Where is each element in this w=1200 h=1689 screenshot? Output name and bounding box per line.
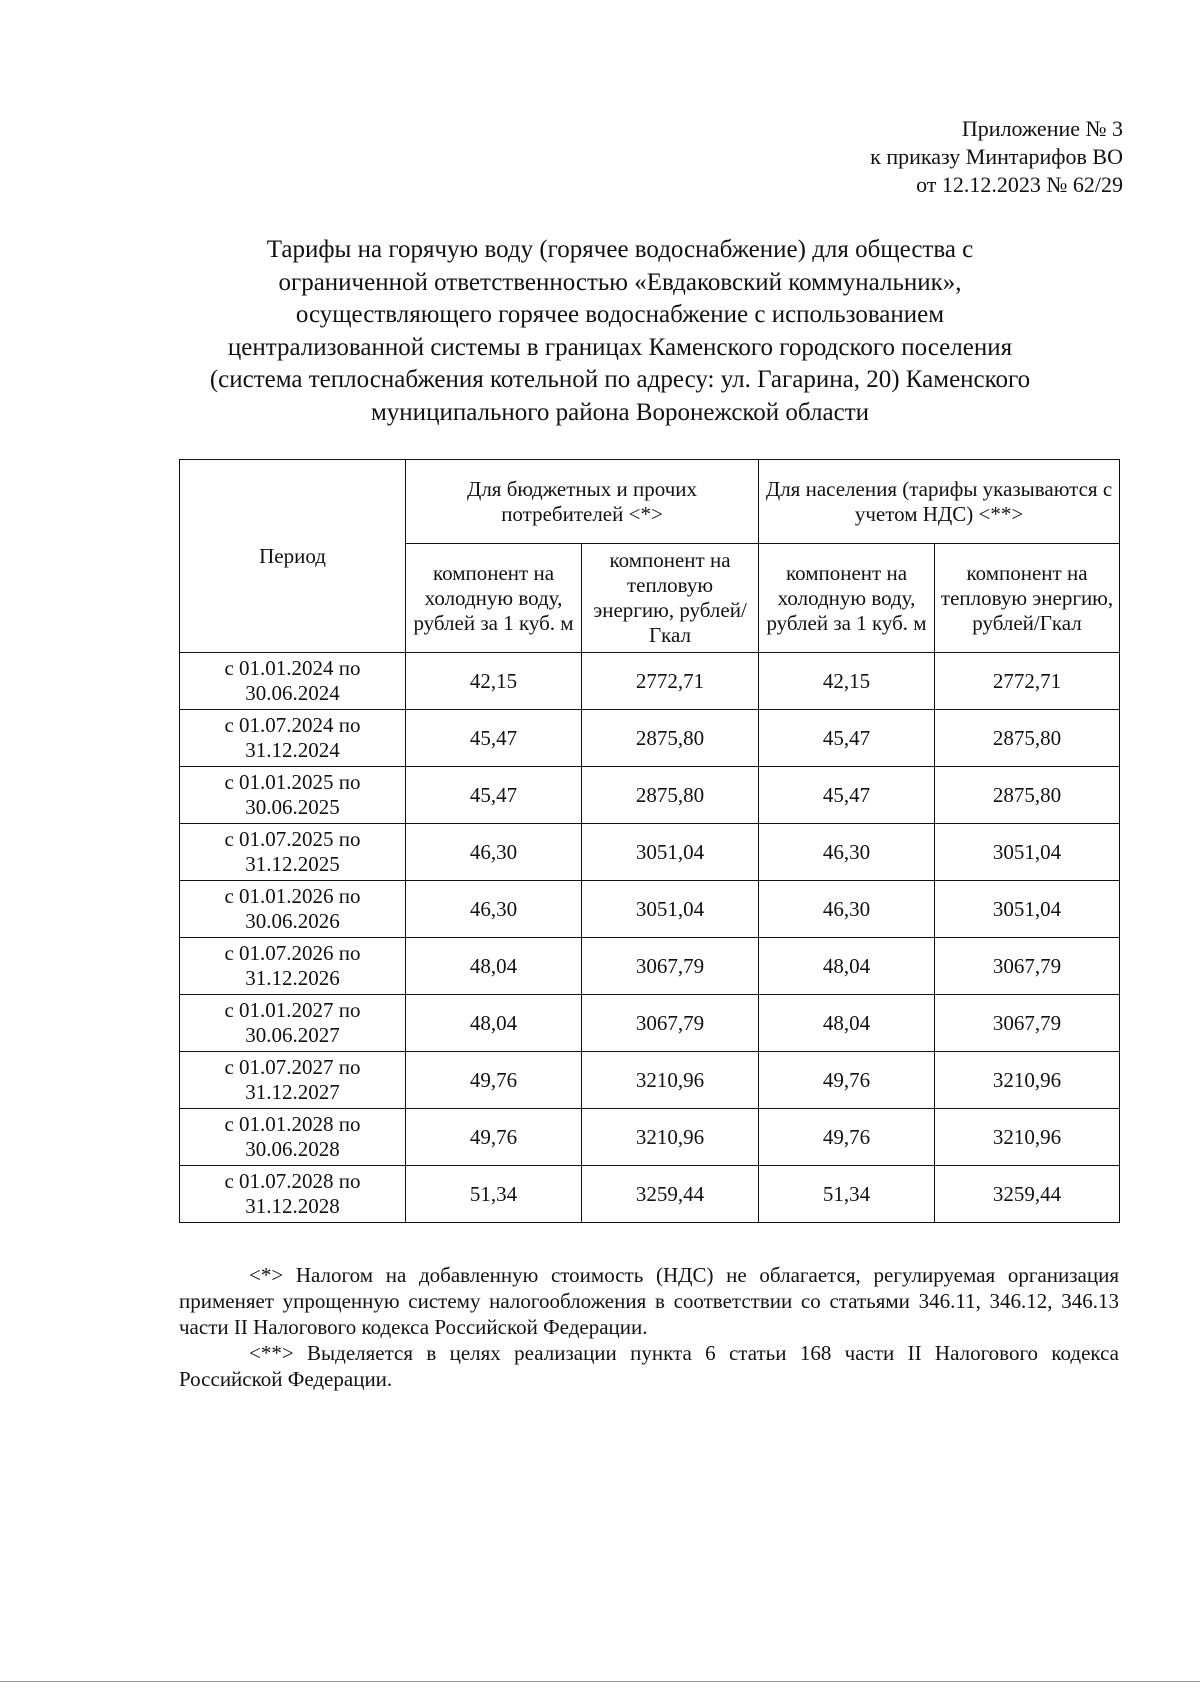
- period-cell: [180, 767, 406, 824]
- title-line: осуществляющего горячее водоснабжение с использованием: [295, 301, 945, 328]
- population-heat-value: 2772,71: [935, 653, 1120, 710]
- period-to: 30.06.2026: [245, 909, 340, 933]
- budget-heat-value: 3259,44: [582, 1166, 759, 1223]
- population-heat-value: 3051,04: [935, 881, 1120, 938]
- title-line: (система теплоснабжения котельной по адресу: ул. Гагарина, 20) Каменского: [209, 366, 1031, 393]
- period-cell: [180, 1166, 406, 1223]
- tariff-table: [179, 459, 1120, 1223]
- period-to: 31.12.2027: [245, 1080, 340, 1104]
- budget-cold-water-header: компонент на холодную воду, рублей за 1 куб. м: [406, 544, 582, 653]
- budget-heat-value: 2772,71: [582, 653, 759, 710]
- period-from: с 01.07.2026 по: [224, 941, 361, 965]
- population-cold-value: 49,76: [759, 1109, 935, 1166]
- population-cold-value: 46,30: [759, 881, 935, 938]
- period-to: 30.06.2025: [245, 795, 340, 819]
- budget-heat-value: 3210,96: [582, 1052, 759, 1109]
- period-cell: [180, 938, 406, 995]
- title-line: ограниченной ответственностью «Евдаковский коммунальник»,: [278, 268, 962, 296]
- table-row: [180, 995, 1120, 1052]
- population-heat-value: 3210,96: [935, 1109, 1120, 1166]
- document-title: [150, 234, 1090, 429]
- population-cold-value: 42,15: [759, 653, 935, 710]
- table-row: [180, 1052, 1120, 1109]
- budget-heat-value: 3051,04: [582, 881, 759, 938]
- budget-cold-value: 42,15: [406, 653, 582, 710]
- period-to: 31.12.2028: [245, 1194, 340, 1218]
- population-header: Для населения (тарифы указываются с учетом НДС) <**>: [759, 460, 1120, 544]
- population-cold-value: 45,47: [759, 710, 935, 767]
- period-to: 30.06.2028: [245, 1137, 340, 1161]
- table-row: [180, 1166, 1120, 1223]
- budget-heat-value: 2875,80: [582, 767, 759, 824]
- period-cell: [180, 995, 406, 1052]
- table-row: [180, 1109, 1120, 1166]
- footnote-1: <*> Налогом на добавленную стоимость (НДС) не облагается, регулируемая организация применяет упрощенную систему налогообложения в соответствии со статьями 346.11, 346.12, 346.13 части II Налогового кодекса Российской Федерации.: [179, 1263, 1119, 1339]
- population-heat-value: 3259,44: [935, 1166, 1120, 1223]
- title-line: централизованной системы в границах Каменского городского поселения: [227, 333, 1013, 361]
- period-from: с 01.07.2028 по: [224, 1169, 361, 1193]
- population-heat-value: 2875,80: [935, 710, 1120, 767]
- period-from: с 01.01.2027 по: [224, 998, 361, 1022]
- period-cell: [180, 1052, 406, 1109]
- population-cold-value: 51,34: [759, 1166, 935, 1223]
- budget-cold-value: 48,04: [406, 938, 582, 995]
- period-to: 31.12.2026: [245, 966, 340, 990]
- period-to: 30.06.2024: [245, 681, 340, 705]
- budget-heat-value: 3210,96: [582, 1109, 759, 1166]
- population-cold-water-header: компонент на холодную воду, рублей за 1 куб. м: [759, 544, 935, 653]
- budget-heat-value: 3067,79: [582, 995, 759, 1052]
- title-line: муниципального района Воронежской области: [370, 398, 869, 426]
- budget-cold-value: 49,76: [406, 1052, 582, 1109]
- budget-heat-energy-header: компонент на тепловую энергию, рублей/Гкал: [582, 544, 759, 653]
- budget-cold-value: 46,30: [406, 881, 582, 938]
- period-from: с 01.01.2028 по: [224, 1112, 361, 1136]
- period-from: с 01.01.2025 по: [224, 770, 361, 794]
- period-to: 31.12.2024: [245, 738, 340, 762]
- population-heat-value: 3210,96: [935, 1052, 1120, 1109]
- table-row: [180, 938, 1120, 995]
- table-row: [180, 881, 1120, 938]
- period-from: с 01.01.2026 по: [224, 884, 361, 908]
- budget-heat-value: 3067,79: [582, 938, 759, 995]
- period-cell: [180, 1109, 406, 1166]
- period-cell: [180, 710, 406, 767]
- table-row: [180, 710, 1120, 767]
- budget-cold-value: 48,04: [406, 995, 582, 1052]
- period-header: Период: [180, 460, 406, 653]
- budget-heat-value: 2875,80: [582, 710, 759, 767]
- population-cold-value: 48,04: [759, 995, 935, 1052]
- table-row: [180, 824, 1120, 881]
- table-row: [180, 767, 1120, 824]
- population-heat-energy-header: компонент на тепловую энергию, рублей/Гкал: [935, 544, 1120, 653]
- population-cold-value: 46,30: [759, 824, 935, 881]
- title-line: Тарифы на горячую воду (горячее водоснабжение) для общества с: [266, 236, 974, 263]
- budget-heat-value: 3051,04: [582, 824, 759, 881]
- period-from: с 01.07.2024 по: [224, 713, 361, 737]
- bottom-scan-edge-line: [0, 1681, 1200, 1682]
- budget-cold-value: 45,47: [406, 767, 582, 824]
- table-row: [180, 653, 1120, 710]
- period-to: 31.12.2025: [245, 852, 340, 876]
- population-cold-value: 45,47: [759, 767, 935, 824]
- appendix-line-2: к приказу Минтарифов ВО: [870, 144, 1123, 169]
- appendix-line-3: от 12.12.2023 № 62/29: [916, 172, 1123, 197]
- period-cell: [180, 824, 406, 881]
- footnotes: [179, 1262, 1119, 1392]
- footnote-2: <**> Выделяется в целях реализации пункта 6 статьи 168 части II Налогового кодекса Российской Федерации.: [179, 1341, 1119, 1391]
- period-to: 30.06.2027: [245, 1023, 340, 1047]
- budget-consumers-header: Для бюджетных и прочих потребителей <*>: [406, 460, 759, 544]
- budget-cold-value: 49,76: [406, 1109, 582, 1166]
- population-cold-value: 48,04: [759, 938, 935, 995]
- population-heat-value: 3067,79: [935, 938, 1120, 995]
- period-from: с 01.07.2027 по: [224, 1055, 361, 1079]
- budget-cold-value: 45,47: [406, 710, 582, 767]
- period-cell: [180, 653, 406, 710]
- budget-cold-value: 46,30: [406, 824, 582, 881]
- period-from: с 01.07.2025 по: [224, 827, 361, 851]
- population-heat-value: 3051,04: [935, 824, 1120, 881]
- population-heat-value: 3067,79: [935, 995, 1120, 1052]
- period-from: с 01.01.2024 по: [224, 656, 361, 680]
- appendix-header: [870, 115, 1123, 199]
- population-heat-value: 2875,80: [935, 767, 1120, 824]
- budget-cold-value: 51,34: [406, 1166, 582, 1223]
- appendix-line-1: Приложение № 3: [961, 116, 1123, 141]
- population-cold-value: 49,76: [759, 1052, 935, 1109]
- period-cell: [180, 881, 406, 938]
